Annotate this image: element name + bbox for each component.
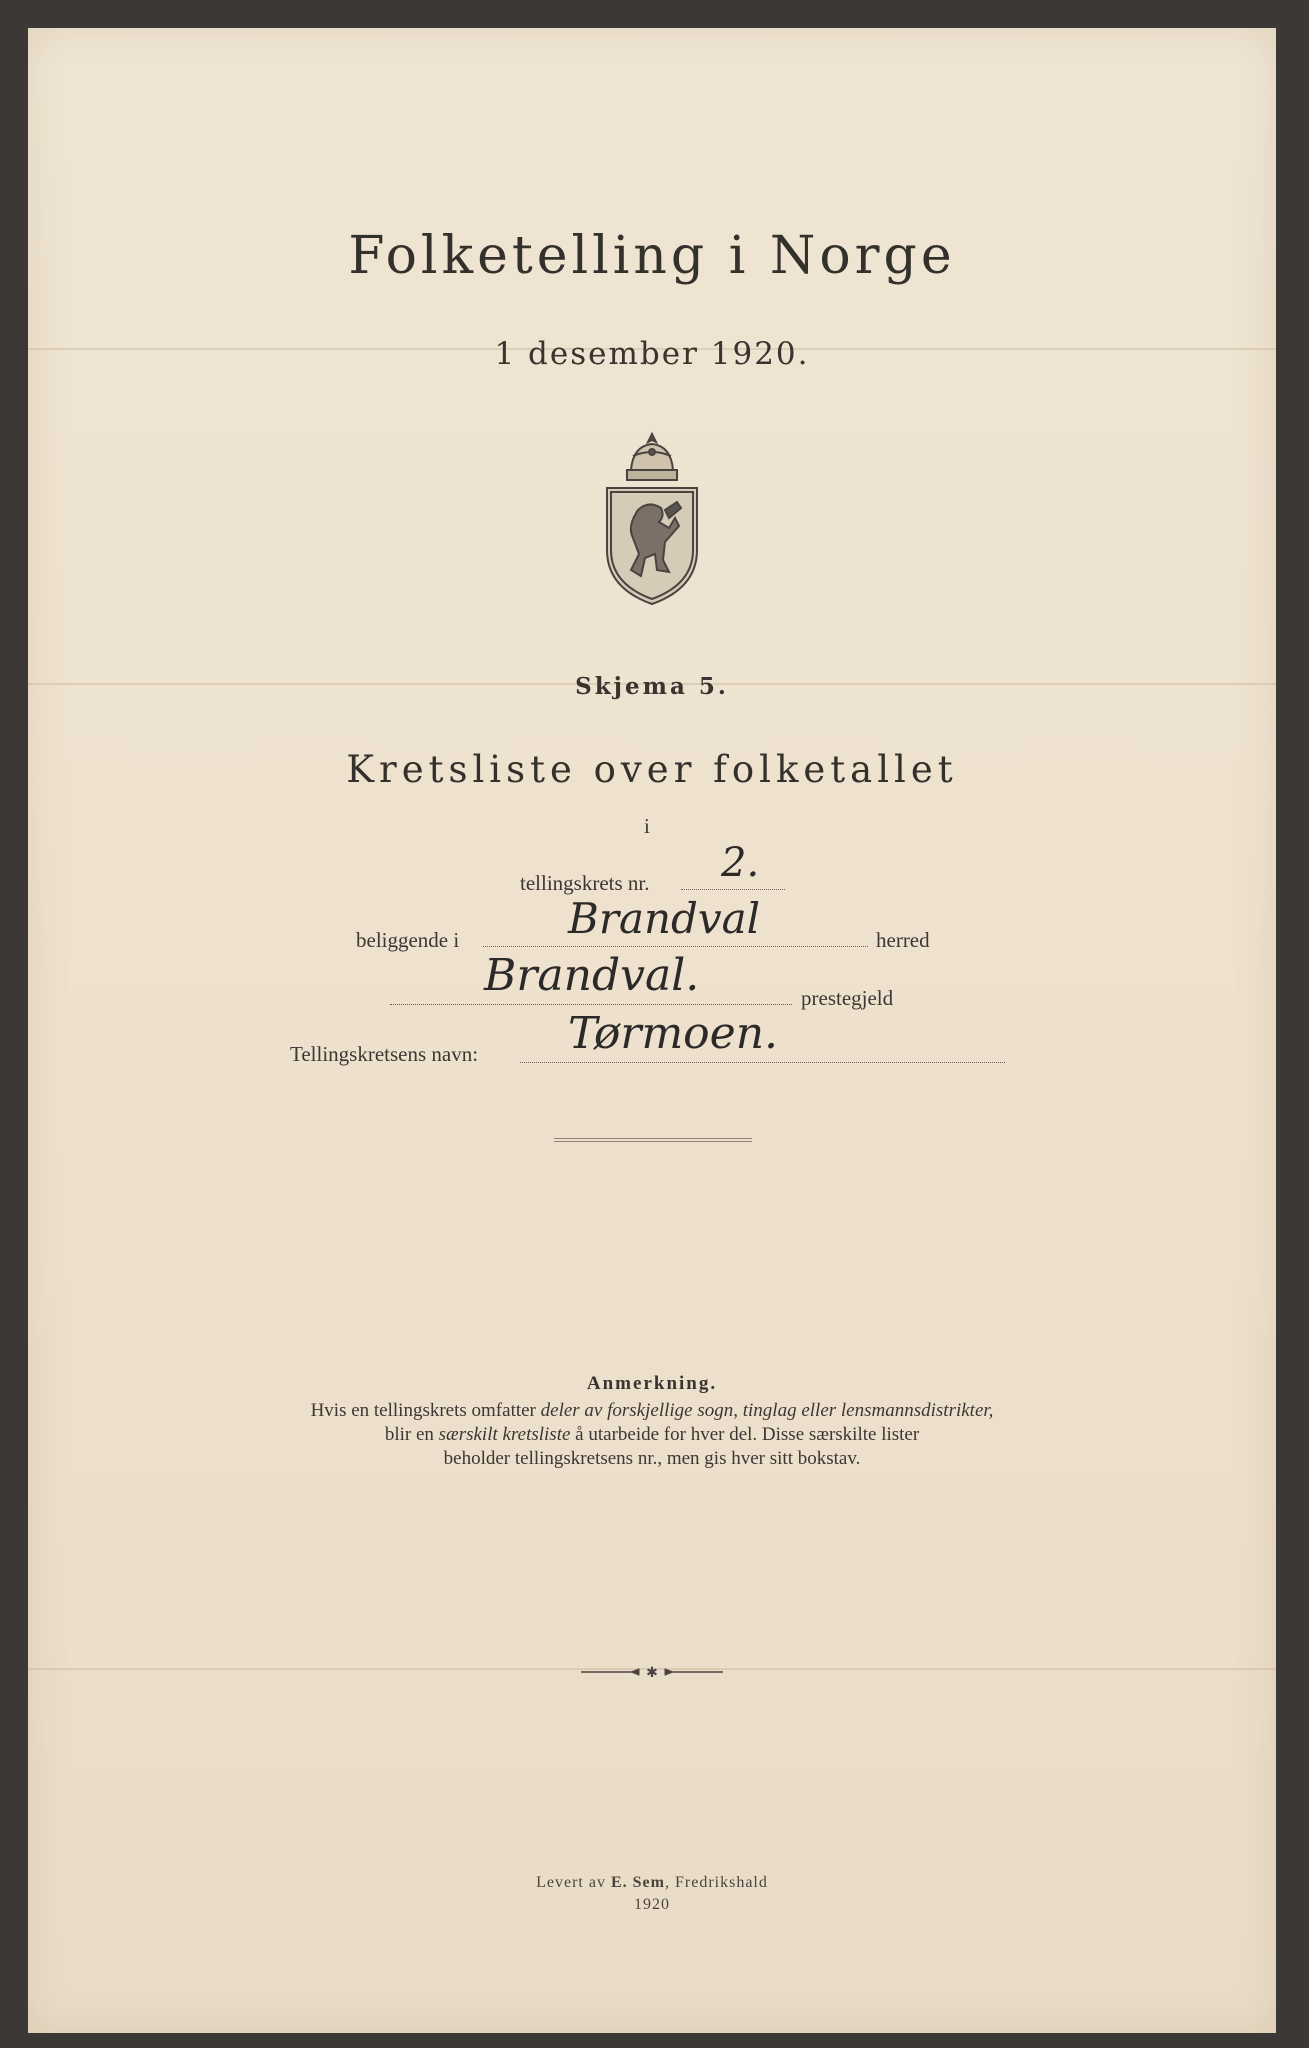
prestegjeld-value: Brandval. <box>484 950 700 1001</box>
section-divider <box>554 1138 752 1142</box>
note-line-2-italic: særskilt kretsliste <box>438 1424 571 1445</box>
norwegian-coat-of-arms-icon <box>603 430 701 608</box>
krets-nr-fill-line <box>681 889 785 890</box>
note-line-2 <box>28 1424 1276 1446</box>
form-subtitle: Kretsliste over folketallet <box>346 748 958 791</box>
printer-text-a: Levert av <box>536 1874 611 1891</box>
note-heading: Anmerkning. <box>586 1373 718 1394</box>
page-title: Folketelling i Norge <box>348 226 956 286</box>
herred-suffix-label: herred <box>876 928 930 952</box>
note-line-1-italic: deler av forskjellige sogn, tinglag eller lensmannsdistrikter, <box>540 1400 994 1421</box>
note-line-3: beholder tellingskretsens nr., men gis hver sitt bokstav. <box>443 1448 861 1469</box>
prestegjeld-suffix-label: prestegjeld <box>801 986 894 1010</box>
krets-navn-value: Tørmoen. <box>568 1008 779 1059</box>
census-date: 1 desember 1920. <box>494 336 810 372</box>
note-line-2-text-c: å utarbeide for hver del. Disse særskilte lister <box>570 1424 920 1445</box>
schema-number: Skjema 5. <box>575 673 729 700</box>
census-form-page <box>28 28 1276 2033</box>
printer-text-c: , Fredrikshald <box>664 1874 768 1891</box>
krets-navn-label: Tellingskretsens navn: <box>290 1042 479 1066</box>
star-divider-icon <box>577 1664 727 1680</box>
herred-value: Brandval <box>568 894 761 943</box>
printer-line <box>28 1874 1276 1892</box>
note-line-1-text: Hvis en tellingskrets omfatter <box>310 1400 541 1421</box>
svg-text:✱: ✱ <box>646 1665 658 1680</box>
herred-fill-line <box>483 946 868 947</box>
note-line-2-text-a: blir en <box>384 1424 439 1445</box>
printer-name: E. Sem <box>610 1874 665 1891</box>
note-line-1 <box>28 1400 1276 1422</box>
krets-nr-label: tellingskrets nr. <box>520 871 650 895</box>
herred-prefix-label: beliggende i <box>356 928 460 952</box>
prestegjeld-fill-line <box>390 1004 792 1005</box>
printer-year: 1920 <box>634 1896 670 1913</box>
preposition-label: i <box>644 814 650 838</box>
krets-nr-value: 2. <box>721 840 760 886</box>
krets-navn-fill-line <box>520 1062 1005 1063</box>
